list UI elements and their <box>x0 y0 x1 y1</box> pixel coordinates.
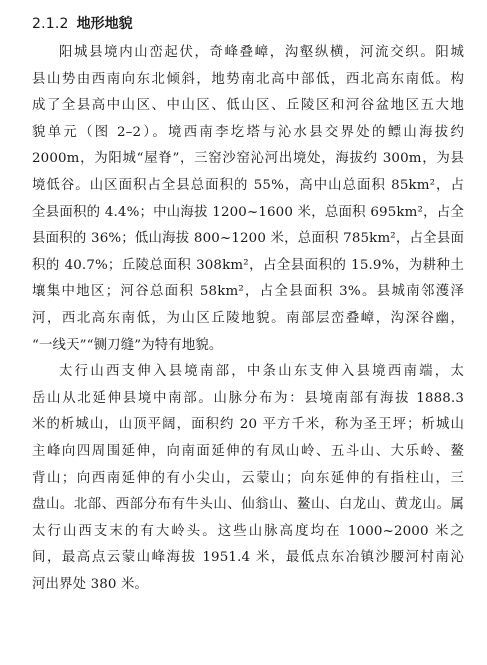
paragraph-line: 太行山西支伸入县境南部，中条山东支伸入县境西南端，太 <box>59 364 464 380</box>
section-heading <box>32 12 464 36</box>
paragraph-line: 岳山从北延伸县境中南部。山脉分布为：县境南部有海拔 1888.3 <box>32 390 464 406</box>
paragraph-line: 米的析城山，山顶平阔，面积约 20 平方千米，称为圣王坪；析城山 <box>32 417 464 433</box>
paragraph-line: 境低谷。山区面积占全县总面积的 55%，高中山总面积 85km²，占 <box>32 177 464 193</box>
paragraph-line: 河出界处 380 米。 <box>32 576 149 592</box>
paragraph-line: 积的 40.7%；丘陵总面积 308km²，占全县面积的 15.9%，为耕种土 <box>32 257 464 273</box>
paragraph-line: 县山势由西南向东北倾斜，地势南北高中部低，西北高东南低。构 <box>32 71 464 87</box>
section-number: 2.1.2 <box>32 16 69 32</box>
paragraph-line: 县面积的 36%；低山海拔 800~1200 米，总面积 785km²，占全县面 <box>32 231 464 247</box>
paragraph-mountain-distribution <box>32 359 464 598</box>
paragraph-line: 太行山西支末的有大岭头。这些山脉高度均在 1000~2000 米之 <box>32 523 464 539</box>
paragraph-line: 2000m，为阳城“屋脊”，三窑沙窑沁河出境处，海拔约 300m，为县 <box>32 151 464 167</box>
paragraph-line: 盘山。北部、西部分布有牛头山、仙翁山、鳌山、白龙山、黄龙山。属 <box>32 497 464 513</box>
paragraph-line: 全县面积的 4.4%；中山海拔 1200~1600 米，总面积 695km²，占全 <box>32 204 464 220</box>
paragraph-line: 貌单元（图 2–2）。境西南李圪塔与沁水县交界处的鳔山海拔约 <box>32 124 464 140</box>
paragraph-terrain-overview <box>32 40 464 359</box>
paragraph-line: 主峰向四周围延伸，向南面延伸的有凤山岭、五斗山、大乐岭、鳌 <box>32 443 464 459</box>
paragraph-line: 间，最高点云蒙山峰海拔 1951.4 米，最低点东冶镇沙腰河村南沁 <box>32 550 464 566</box>
document-page <box>32 12 464 598</box>
paragraph-line: 阳城县境内山峦起伏，奇峰叠嶂，沟壑纵横，河流交织。阳城 <box>59 45 464 60</box>
paragraph-line: 背山；向西南延伸的有小尖山，云蒙山；向东延伸的有指柱山，三 <box>32 470 464 486</box>
paragraph-line: 壤集中地区；河谷总面积 58km²，占全县面积 3%。县城南邻濩泽 <box>32 284 464 300</box>
paragraph-line: 成了全县高中山区、中山区、低山区、丘陵区和河谷盆地区五大地 <box>32 98 464 114</box>
paragraph-line: 河，西北高东南低，为山区丘陵地貌。南部层峦叠嶂，沟深谷幽， <box>32 310 464 326</box>
section-title: 地形地貌 <box>76 16 133 32</box>
paragraph-line: “一线天”“铡刀缝”为特有地貌。 <box>32 337 223 353</box>
